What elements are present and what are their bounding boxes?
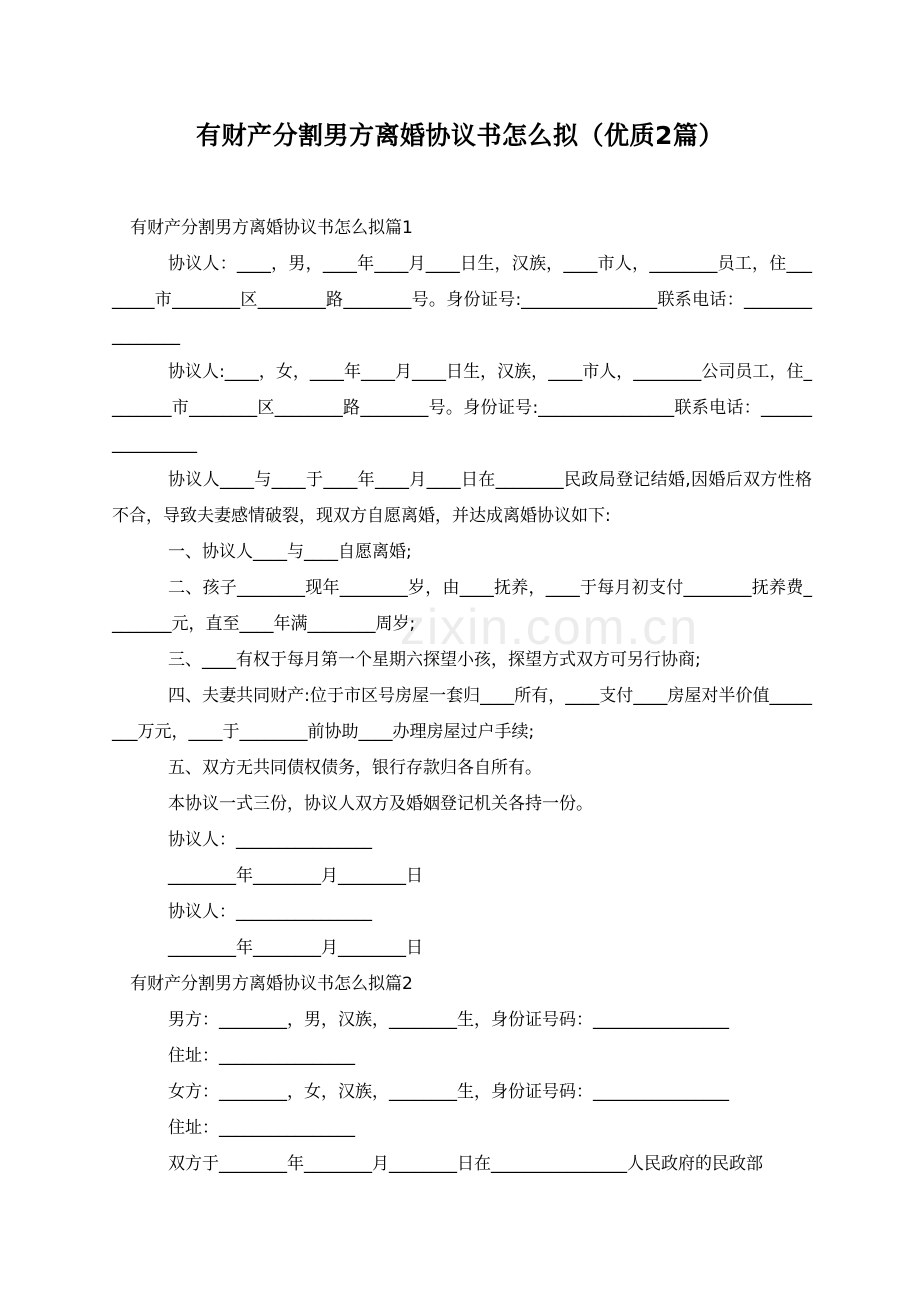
paragraph: 协议人:____，女，____年____月____日生，汉族，____市人，________公司员工，住________市________区________路________号。身份证号:________________联系电话：________________ — [112, 362, 812, 454]
section-heading: 有财产分割男方离婚协议书怎么拟篇2 — [130, 974, 413, 994]
paragraph: 住址：________________ — [168, 1046, 355, 1066]
paragraph: ________年________月________日 — [168, 938, 423, 958]
paragraph: ________年________月________日 — [168, 866, 423, 886]
paragraph: 五、双方无共同债权债务，银行存款归各自所有。 — [168, 758, 542, 778]
paragraph: 双方于________年________月________日在________________人民政府的民政部 — [168, 1154, 763, 1174]
paragraph: 一、协议人____与____自愿离婚; — [168, 542, 412, 562]
paragraph: 协议人：________________ — [168, 830, 372, 850]
paragraph: 住址：________________ — [168, 1118, 355, 1138]
paragraph: 协议人____与____于____年____月____日在________民政局登记结婚,因婚后双方性格不合，导致夫妻感情破裂，现双方自愿离婚，并达成离婚协议如下: — [112, 470, 812, 526]
watermark: zixin.com.cn — [400, 599, 700, 655]
paragraph: 男方：________，男，汉族，________生，身份证号码：________________ — [168, 1010, 729, 1030]
paragraph: 四、夫妻共同财产:位于市区号房屋一套归____所有，____支付____房屋对半价值________万元，____于________前协助____办理房屋过户手续; — [112, 686, 812, 742]
section-heading: 有财产分割男方离婚协议书怎么拟篇1 — [130, 218, 413, 238]
paragraph: 二、孩子________现年________岁，由____抚养，____于每月初支付________抚养费________元，直至____年满________周岁; — [112, 578, 812, 634]
paragraph: 协议人：________________ — [168, 902, 372, 922]
paragraph: 女方：________，女，汉族，________生，身份证号码：________________ — [168, 1082, 729, 1102]
paragraph: 协议人：____，男，____年____月____日生，汉族，____市人，________员工，住________市________区________路________号。身份证号:________________联系电话：________________ — [112, 254, 812, 346]
document-body — [112, 210, 812, 1182]
document-title: 有财产分割男方离婚协议书怎么拟（优质2篇） — [196, 121, 724, 150]
paragraph: 本协议一式三份，协议人双方及婚姻登记机关各持一份。 — [168, 794, 593, 814]
paragraph: 三、____有权于每月第一个星期六探望小孩，探望方式双方可另行协商; — [168, 650, 701, 670]
